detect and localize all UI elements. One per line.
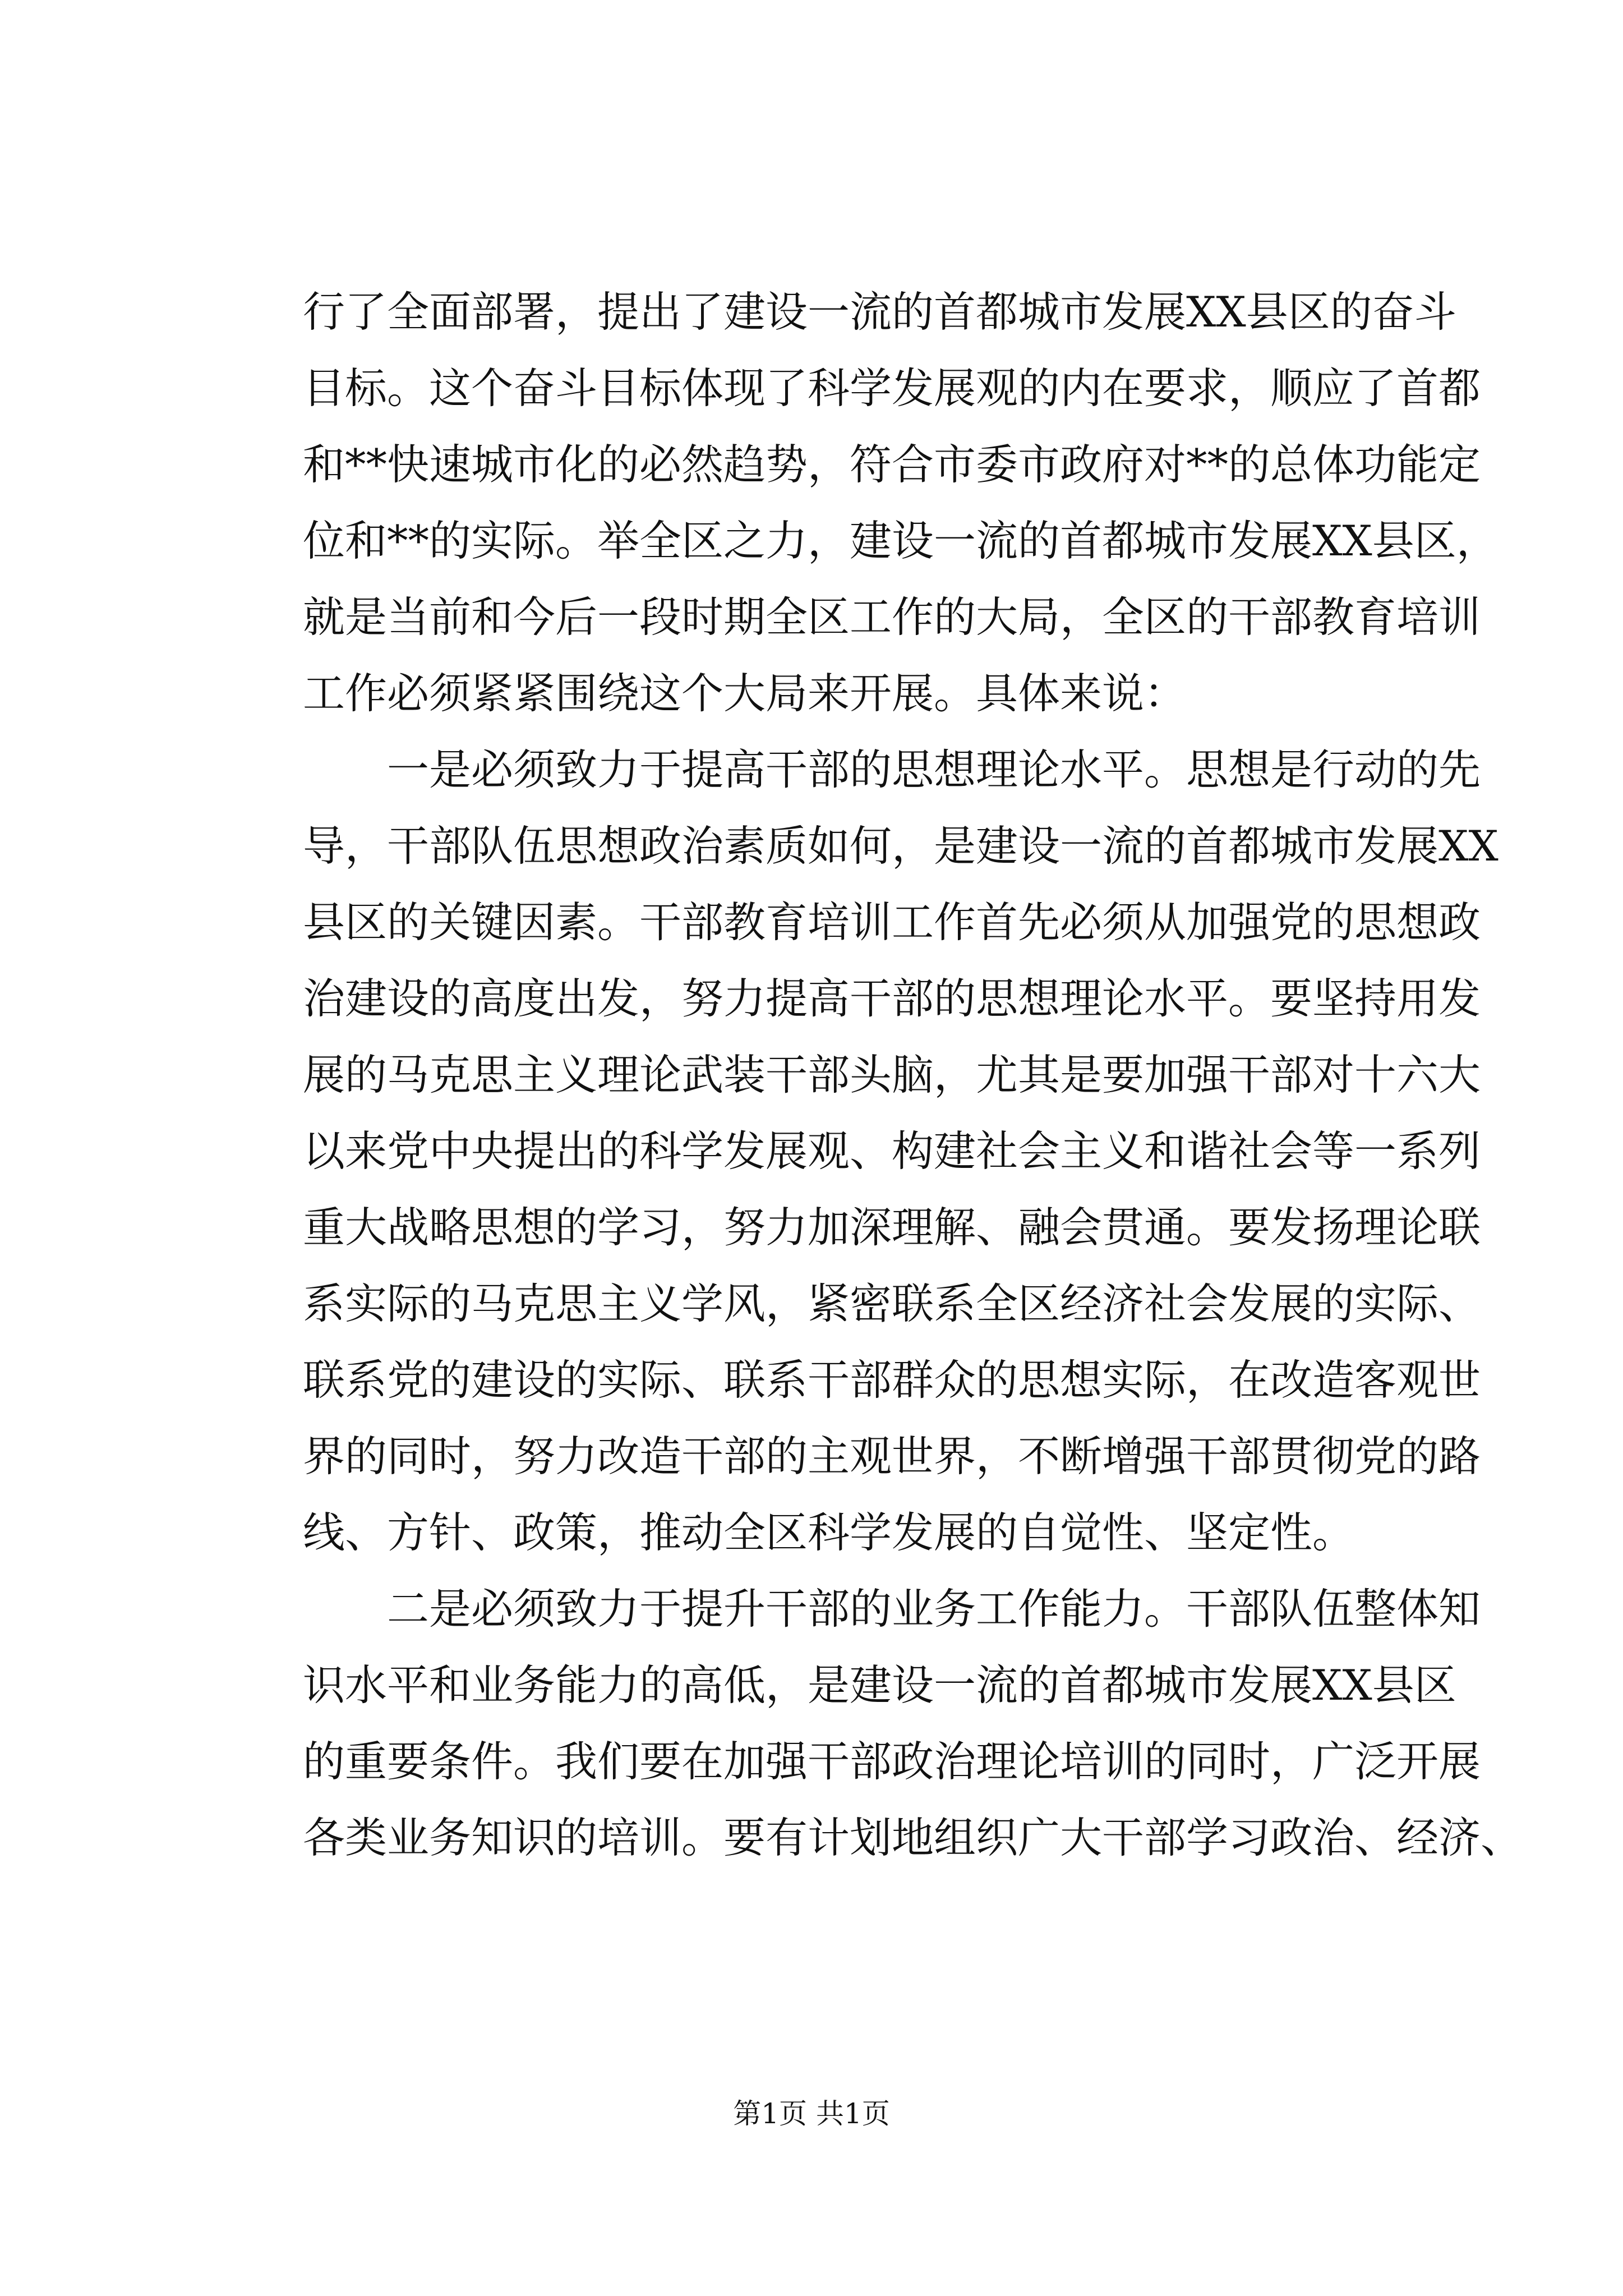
text-line: 的重要条件。我们要在加强干部政治理论培训的同时，广泛开展 bbox=[303, 1737, 1481, 1786]
text-line: 以来党中央提出的科学发展观、构建社会主义和谐社会等一系列 bbox=[303, 1126, 1481, 1176]
text-line: 联系党的建设的实际、联系干部群众的思想实际，在改造客观世 bbox=[303, 1355, 1481, 1405]
text-line: 导，干部队伍思想政治素质如何，是建设一流的首都城市发展XX bbox=[303, 821, 1498, 871]
text-line: 重大战略思想的学习，努力加深理解、融会贯通。要发扬理论联 bbox=[303, 1203, 1481, 1252]
page-number-footer: 第1页 共1页 bbox=[733, 2097, 890, 2130]
paragraph-first-line: 二是必须致力于提升干部的业务工作能力。干部队伍整体知 bbox=[387, 1584, 1481, 1634]
text-line: 行了全面部署，提出了建设一流的首都城市发展XX县区的奋斗 bbox=[303, 287, 1456, 337]
text-line: 工作必须紧紧围绕这个大局来开展。具体来说： bbox=[303, 669, 1187, 718]
text-line: 识水平和业务能力的高低，是建设一流的首都城市发展XX县区 bbox=[303, 1660, 1456, 1710]
text-line: 位和**的实际。举全区之力，建设一流的首都城市发展XX县区， bbox=[303, 516, 1498, 565]
text-line: 和**快速城市化的必然趋势，符合市委市政府对**的总体功能定 bbox=[303, 440, 1481, 489]
text-line: 线、方针、政策，推动全区科学发展的自觉性、坚定性。 bbox=[303, 1508, 1355, 1557]
text-line: 治建设的高度出发，努力提高干部的思想理论水平。要坚持用发 bbox=[303, 974, 1481, 1023]
text-line: 目标。这个奋斗目标体现了科学发展观的内在要求，顺应了首都 bbox=[303, 364, 1481, 413]
text-line: 系实际的马克思主义学风，紧密联系全区经济社会发展的实际、 bbox=[303, 1279, 1481, 1328]
text-line: 就是当前和今后一段时期全区工作的大局，全区的干部教育培训 bbox=[303, 592, 1481, 642]
text-line: 县区的关键因素。干部教育培训工作首先必须从加强党的思想政 bbox=[303, 898, 1481, 947]
paragraph-first-line: 一是必须致力于提高干部的思想理论水平。思想是行动的先 bbox=[387, 745, 1481, 794]
text-line: 界的同时，努力改造干部的主观世界，不断增强干部贯彻党的路 bbox=[303, 1432, 1481, 1481]
body-text bbox=[303, 274, 1523, 1876]
text-line: 展的马克思主义理论武装干部头脑，尤其是要加强干部对十六大 bbox=[303, 1050, 1481, 1099]
text-line: 各类业务知识的培训。要有计划地组织广大干部学习政治、经济、 bbox=[303, 1813, 1523, 1862]
